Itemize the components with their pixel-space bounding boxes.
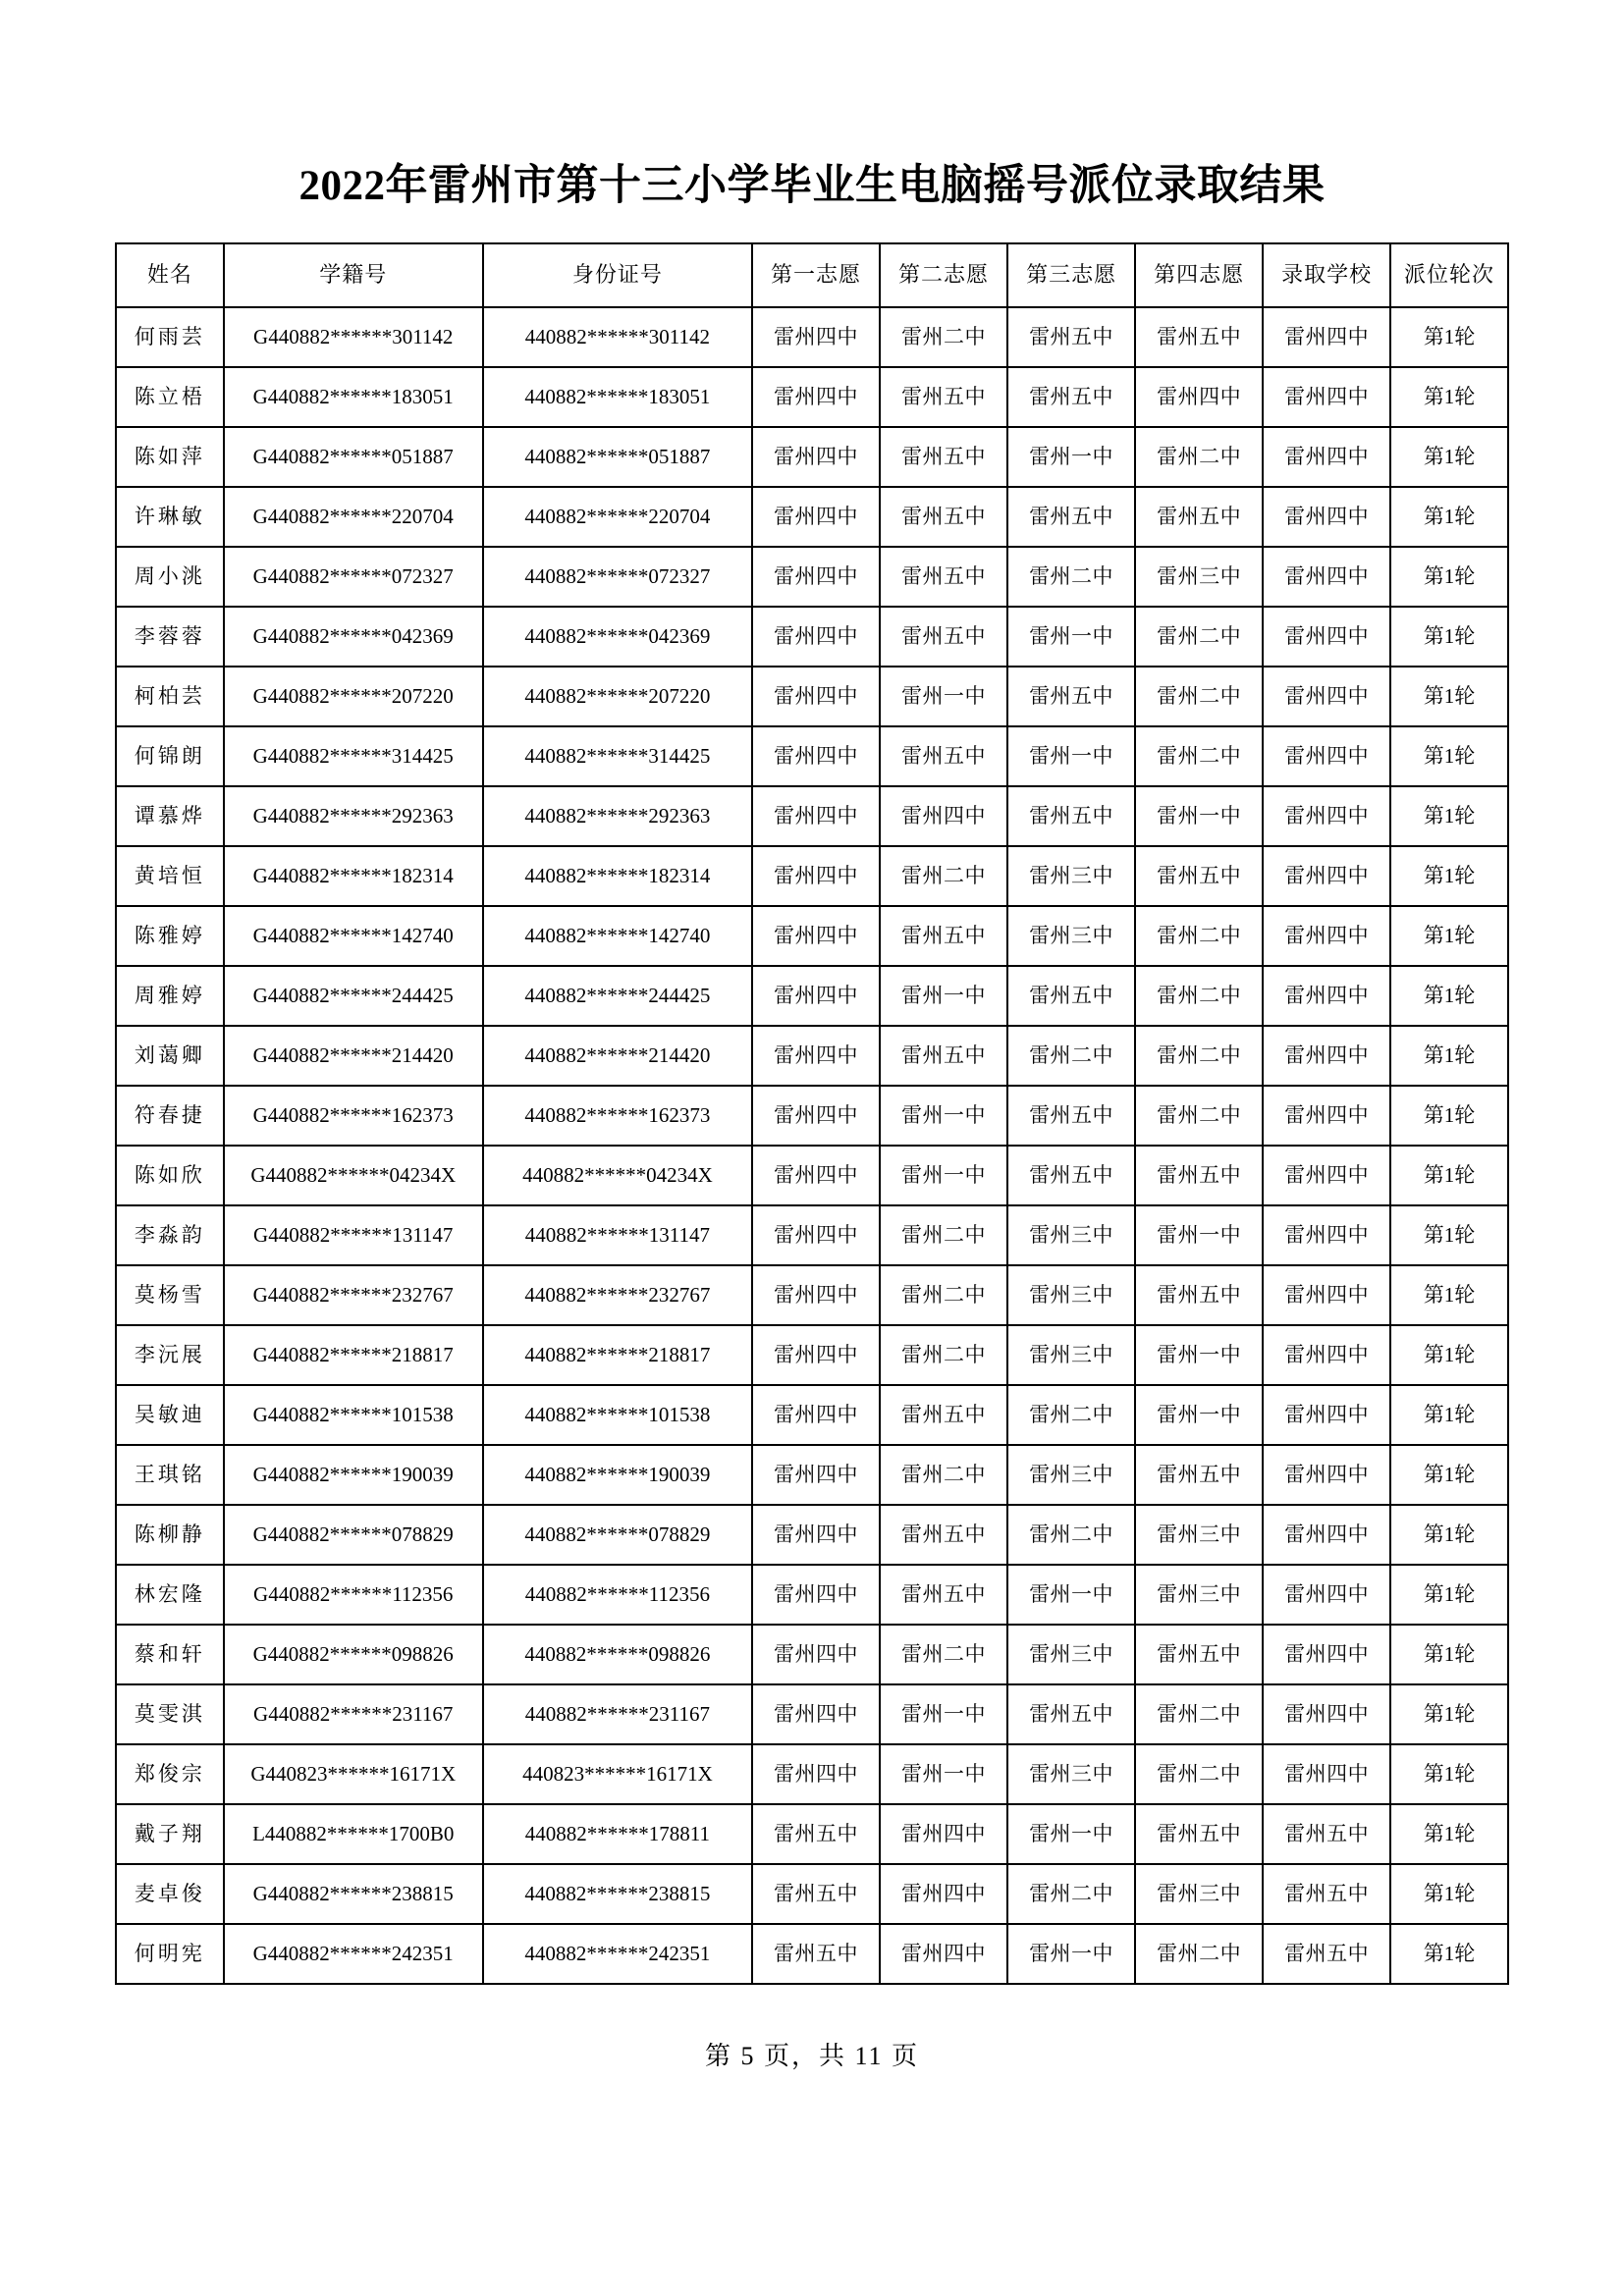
cell-choice-4: 雷州二中	[1135, 1026, 1263, 1086]
cell-admitted-school: 雷州四中	[1263, 307, 1390, 367]
cell-choice-4: 雷州二中	[1135, 726, 1263, 786]
cell-name: 莫雯淇	[116, 1684, 224, 1744]
cell-choice-4: 雷州五中	[1135, 1804, 1263, 1864]
cell-choice-2: 雷州四中	[880, 1864, 1007, 1924]
cell-choice-2: 雷州二中	[880, 1445, 1007, 1505]
cell-choice-1: 雷州四中	[752, 307, 880, 367]
page-title: 2022年雷州市第十三小学毕业生电脑摇号派位录取结果	[298, 163, 1326, 209]
cell-student-id: G440882******162373	[224, 1086, 483, 1146]
cell-name: 何雨芸	[116, 307, 224, 367]
cell-round: 第1轮	[1390, 1804, 1508, 1864]
cell-choice-3: 雷州二中	[1007, 1864, 1135, 1924]
cell-choice-2: 雷州二中	[880, 846, 1007, 906]
cell-id-card: 440882******101538	[483, 1385, 752, 1445]
cell-admitted-school: 雷州四中	[1263, 906, 1390, 966]
table-row	[116, 1924, 1508, 1984]
cell-choice-4: 雷州四中	[1135, 367, 1263, 427]
cell-round: 第1轮	[1390, 846, 1508, 906]
cell-round: 第1轮	[1390, 1265, 1508, 1325]
cell-choice-3: 雷州五中	[1007, 1146, 1135, 1205]
cell-choice-3: 雷州一中	[1007, 726, 1135, 786]
column-header-round: 派位轮次	[1390, 243, 1508, 307]
cell-round: 第1轮	[1390, 607, 1508, 667]
cell-choice-1: 雷州四中	[752, 1505, 880, 1565]
cell-choice-4: 雷州三中	[1135, 1505, 1263, 1565]
page-footer: 第 5 页，共 11 页	[704, 2042, 920, 2070]
cell-admitted-school: 雷州四中	[1263, 667, 1390, 726]
cell-choice-3: 雷州三中	[1007, 1744, 1135, 1804]
cell-choice-2: 雷州五中	[880, 487, 1007, 547]
cell-choice-2: 雷州一中	[880, 667, 1007, 726]
column-header-name: 姓名	[116, 243, 224, 307]
cell-choice-1: 雷州四中	[752, 726, 880, 786]
cell-choice-1: 雷州四中	[752, 1385, 880, 1445]
cell-choice-1: 雷州四中	[752, 906, 880, 966]
cell-choice-4: 雷州三中	[1135, 547, 1263, 607]
table-row	[116, 367, 1508, 427]
cell-choice-1: 雷州五中	[752, 1924, 880, 1984]
cell-name: 陈立梧	[116, 367, 224, 427]
table-row	[116, 1565, 1508, 1625]
table-row	[116, 1026, 1508, 1086]
table-row	[116, 1385, 1508, 1445]
cell-round: 第1轮	[1390, 1026, 1508, 1086]
cell-name: 戴子翔	[116, 1804, 224, 1864]
cell-choice-4: 雷州三中	[1135, 1565, 1263, 1625]
table-row	[116, 547, 1508, 607]
cell-admitted-school: 雷州四中	[1263, 1026, 1390, 1086]
cell-choice-3: 雷州五中	[1007, 487, 1135, 547]
cell-name: 李淼韵	[116, 1205, 224, 1265]
cell-choice-3: 雷州一中	[1007, 1565, 1135, 1625]
column-header-student-id: 学籍号	[224, 243, 483, 307]
cell-choice-4: 雷州一中	[1135, 1385, 1263, 1445]
cell-choice-3: 雷州五中	[1007, 1086, 1135, 1146]
cell-student-id: G440882******242351	[224, 1924, 483, 1984]
cell-id-card: 440882******182314	[483, 846, 752, 906]
cell-choice-4: 雷州五中	[1135, 487, 1263, 547]
cell-choice-2: 雷州二中	[880, 1205, 1007, 1265]
cell-choice-1: 雷州四中	[752, 547, 880, 607]
cell-id-card: 440882******218817	[483, 1325, 752, 1385]
cell-choice-4: 雷州二中	[1135, 906, 1263, 966]
table-row	[116, 1146, 1508, 1205]
table-row	[116, 1864, 1508, 1924]
cell-choice-3: 雷州一中	[1007, 427, 1135, 487]
table-row	[116, 846, 1508, 906]
cell-name: 林宏隆	[116, 1565, 224, 1625]
cell-choice-3: 雷州三中	[1007, 1265, 1135, 1325]
cell-round: 第1轮	[1390, 667, 1508, 726]
table-row	[116, 1445, 1508, 1505]
table-row	[116, 726, 1508, 786]
cell-id-card: 440882******183051	[483, 367, 752, 427]
cell-choice-3: 雷州一中	[1007, 607, 1135, 667]
column-header-choice-3: 第三志愿	[1007, 243, 1135, 307]
cell-round: 第1轮	[1390, 487, 1508, 547]
cell-admitted-school: 雷州五中	[1263, 1864, 1390, 1924]
cell-choice-2: 雷州二中	[880, 1265, 1007, 1325]
cell-choice-1: 雷州四中	[752, 1325, 880, 1385]
cell-id-card: 440882******232767	[483, 1265, 752, 1325]
table-row	[116, 1505, 1508, 1565]
cell-admitted-school: 雷州四中	[1263, 1205, 1390, 1265]
cell-admitted-school: 雷州四中	[1263, 547, 1390, 607]
cell-admitted-school: 雷州四中	[1263, 786, 1390, 846]
cell-choice-4: 雷州二中	[1135, 1744, 1263, 1804]
cell-id-card: 440882******178811	[483, 1804, 752, 1864]
cell-student-id: G440882******314425	[224, 726, 483, 786]
cell-student-id: L440882******1700B0	[224, 1804, 483, 1864]
cell-choice-4: 雷州二中	[1135, 1924, 1263, 1984]
cell-choice-3: 雷州五中	[1007, 1684, 1135, 1744]
cell-round: 第1轮	[1390, 1325, 1508, 1385]
cell-name: 谭慕烨	[116, 786, 224, 846]
cell-choice-3: 雷州三中	[1007, 846, 1135, 906]
cell-round: 第1轮	[1390, 1625, 1508, 1684]
cell-name: 蔡和轩	[116, 1625, 224, 1684]
cell-admitted-school: 雷州四中	[1263, 726, 1390, 786]
cell-choice-3: 雷州三中	[1007, 1445, 1135, 1505]
cell-round: 第1轮	[1390, 547, 1508, 607]
cell-student-id: G440882******182314	[224, 846, 483, 906]
column-header-choice-2: 第二志愿	[880, 243, 1007, 307]
cell-admitted-school: 雷州四中	[1263, 1565, 1390, 1625]
cell-round: 第1轮	[1390, 1744, 1508, 1804]
cell-student-id: G440882******244425	[224, 966, 483, 1026]
cell-choice-2: 雷州五中	[880, 427, 1007, 487]
table-row	[116, 786, 1508, 846]
cell-round: 第1轮	[1390, 1385, 1508, 1445]
cell-admitted-school: 雷州四中	[1263, 1744, 1390, 1804]
cell-choice-1: 雷州四中	[752, 427, 880, 487]
cell-choice-2: 雷州五中	[880, 1026, 1007, 1086]
cell-choice-2: 雷州四中	[880, 1804, 1007, 1864]
cell-choice-4: 雷州五中	[1135, 1625, 1263, 1684]
cell-name: 吴敏迪	[116, 1385, 224, 1445]
cell-choice-2: 雷州四中	[880, 786, 1007, 846]
cell-choice-1: 雷州四中	[752, 607, 880, 667]
cell-id-card: 440882******098826	[483, 1625, 752, 1684]
cell-choice-4: 雷州二中	[1135, 607, 1263, 667]
results-table-container	[0, 242, 1624, 1985]
cell-id-card: 440882******142740	[483, 906, 752, 966]
cell-choice-4: 雷州五中	[1135, 1445, 1263, 1505]
cell-choice-1: 雷州四中	[752, 1146, 880, 1205]
cell-choice-3: 雷州三中	[1007, 1325, 1135, 1385]
cell-student-id: G440882******078829	[224, 1505, 483, 1565]
table-row	[116, 1265, 1508, 1325]
cell-choice-2: 雷州五中	[880, 1505, 1007, 1565]
cell-admitted-school: 雷州四中	[1263, 367, 1390, 427]
cell-choice-1: 雷州四中	[752, 1205, 880, 1265]
cell-round: 第1轮	[1390, 427, 1508, 487]
cell-name: 陈雅婷	[116, 906, 224, 966]
cell-choice-2: 雷州五中	[880, 1385, 1007, 1445]
cell-choice-4: 雷州二中	[1135, 1684, 1263, 1744]
table-row	[116, 487, 1508, 547]
cell-id-card: 440882******078829	[483, 1505, 752, 1565]
column-header-choice-1: 第一志愿	[752, 243, 880, 307]
cell-choice-2: 雷州一中	[880, 1086, 1007, 1146]
cell-round: 第1轮	[1390, 307, 1508, 367]
cell-choice-4: 雷州一中	[1135, 786, 1263, 846]
cell-student-id: G440882******238815	[224, 1864, 483, 1924]
cell-admitted-school: 雷州四中	[1263, 487, 1390, 547]
cell-id-card: 440882******238815	[483, 1864, 752, 1924]
table-row	[116, 1086, 1508, 1146]
cell-choice-4: 雷州五中	[1135, 846, 1263, 906]
cell-id-card: 440882******072327	[483, 547, 752, 607]
lottery-results-table	[115, 242, 1509, 1985]
column-header-admitted-school: 录取学校	[1263, 243, 1390, 307]
cell-admitted-school: 雷州四中	[1263, 1325, 1390, 1385]
cell-id-card: 440882******220704	[483, 487, 752, 547]
cell-choice-2: 雷州一中	[880, 1684, 1007, 1744]
cell-name: 周雅婷	[116, 966, 224, 1026]
cell-id-card: 440882******131147	[483, 1205, 752, 1265]
cell-choice-1: 雷州四中	[752, 1086, 880, 1146]
cell-choice-3: 雷州五中	[1007, 966, 1135, 1026]
table-row	[116, 427, 1508, 487]
cell-choice-3: 雷州一中	[1007, 1924, 1135, 1984]
cell-name: 郑俊宗	[116, 1744, 224, 1804]
cell-choice-1: 雷州四中	[752, 1026, 880, 1086]
cell-choice-3: 雷州三中	[1007, 906, 1135, 966]
cell-name: 麦卓俊	[116, 1864, 224, 1924]
cell-choice-1: 雷州四中	[752, 1265, 880, 1325]
cell-round: 第1轮	[1390, 786, 1508, 846]
cell-choice-1: 雷州四中	[752, 1565, 880, 1625]
cell-admitted-school: 雷州四中	[1263, 1684, 1390, 1744]
cell-name: 符春捷	[116, 1086, 224, 1146]
cell-name: 黄培恒	[116, 846, 224, 906]
cell-choice-1: 雷州四中	[752, 487, 880, 547]
cell-name: 陈如欣	[116, 1146, 224, 1205]
table-row	[116, 1744, 1508, 1804]
column-header-id-card: 身份证号	[483, 243, 752, 307]
cell-choice-2: 雷州五中	[880, 367, 1007, 427]
cell-name: 周小洮	[116, 547, 224, 607]
cell-name: 何明宪	[116, 1924, 224, 1984]
cell-student-id: G440882******218817	[224, 1325, 483, 1385]
table-row	[116, 307, 1508, 367]
table-row	[116, 667, 1508, 726]
cell-student-id: G440882******112356	[224, 1565, 483, 1625]
cell-choice-1: 雷州四中	[752, 667, 880, 726]
cell-choice-3: 雷州三中	[1007, 1625, 1135, 1684]
cell-choice-2: 雷州二中	[880, 1325, 1007, 1385]
cell-choice-1: 雷州四中	[752, 1445, 880, 1505]
cell-choice-2: 雷州一中	[880, 1744, 1007, 1804]
cell-choice-4: 雷州二中	[1135, 427, 1263, 487]
cell-choice-3: 雷州五中	[1007, 786, 1135, 846]
cell-admitted-school: 雷州五中	[1263, 1804, 1390, 1864]
cell-choice-2: 雷州一中	[880, 1146, 1007, 1205]
cell-student-id: G440882******072327	[224, 547, 483, 607]
cell-choice-2: 雷州五中	[880, 607, 1007, 667]
table-row	[116, 906, 1508, 966]
column-header-choice-4: 第四志愿	[1135, 243, 1263, 307]
cell-name: 陈柳静	[116, 1505, 224, 1565]
table-row	[116, 1684, 1508, 1744]
cell-student-id: G440882******042369	[224, 607, 483, 667]
cell-id-card: 440882******314425	[483, 726, 752, 786]
table-body	[116, 307, 1508, 1984]
cell-id-card: 440882******112356	[483, 1565, 752, 1625]
cell-round: 第1轮	[1390, 726, 1508, 786]
cell-choice-2: 雷州五中	[880, 547, 1007, 607]
cell-admitted-school: 雷州五中	[1263, 1924, 1390, 1984]
cell-id-card: 440882******244425	[483, 966, 752, 1026]
table-row	[116, 607, 1508, 667]
cell-id-card: 440882******162373	[483, 1086, 752, 1146]
cell-student-id: G440882******04234X	[224, 1146, 483, 1205]
cell-id-card: 440882******051887	[483, 427, 752, 487]
cell-student-id: G440882******183051	[224, 367, 483, 427]
cell-choice-1: 雷州四中	[752, 1744, 880, 1804]
table-row	[116, 1205, 1508, 1265]
cell-id-card: 440882******301142	[483, 307, 752, 367]
cell-student-id: G440882******142740	[224, 906, 483, 966]
cell-id-card: 440882******242351	[483, 1924, 752, 1984]
cell-choice-1: 雷州四中	[752, 966, 880, 1026]
cell-round: 第1轮	[1390, 1924, 1508, 1984]
cell-choice-3: 雷州一中	[1007, 1804, 1135, 1864]
cell-choice-4: 雷州三中	[1135, 1864, 1263, 1924]
cell-round: 第1轮	[1390, 1505, 1508, 1565]
cell-student-id: G440882******207220	[224, 667, 483, 726]
cell-choice-4: 雷州五中	[1135, 1146, 1263, 1205]
cell-round: 第1轮	[1390, 906, 1508, 966]
cell-choice-4: 雷州二中	[1135, 1086, 1263, 1146]
cell-round: 第1轮	[1390, 1146, 1508, 1205]
cell-choice-1: 雷州五中	[752, 1864, 880, 1924]
cell-admitted-school: 雷州四中	[1263, 1385, 1390, 1445]
cell-choice-4: 雷州五中	[1135, 1265, 1263, 1325]
cell-admitted-school: 雷州四中	[1263, 966, 1390, 1026]
cell-id-card: 440882******231167	[483, 1684, 752, 1744]
cell-student-id: G440882******131147	[224, 1205, 483, 1265]
cell-id-card: 440882******190039	[483, 1445, 752, 1505]
cell-name: 李沅展	[116, 1325, 224, 1385]
cell-student-id: G440823******16171X	[224, 1744, 483, 1804]
cell-round: 第1轮	[1390, 966, 1508, 1026]
cell-admitted-school: 雷州四中	[1263, 846, 1390, 906]
cell-student-id: G440882******232767	[224, 1265, 483, 1325]
cell-name: 王琪铭	[116, 1445, 224, 1505]
table-row	[116, 966, 1508, 1026]
cell-round: 第1轮	[1390, 1684, 1508, 1744]
cell-choice-4: 雷州一中	[1135, 1325, 1263, 1385]
cell-choice-3: 雷州三中	[1007, 1205, 1135, 1265]
cell-choice-3: 雷州二中	[1007, 547, 1135, 607]
cell-choice-4: 雷州二中	[1135, 966, 1263, 1026]
cell-admitted-school: 雷州四中	[1263, 1625, 1390, 1684]
cell-choice-3: 雷州五中	[1007, 367, 1135, 427]
cell-round: 第1轮	[1390, 1864, 1508, 1924]
cell-choice-2: 雷州五中	[880, 726, 1007, 786]
cell-id-card: 440882******292363	[483, 786, 752, 846]
cell-choice-3: 雷州二中	[1007, 1385, 1135, 1445]
cell-name: 柯柏芸	[116, 667, 224, 726]
cell-round: 第1轮	[1390, 367, 1508, 427]
cell-round: 第1轮	[1390, 1565, 1508, 1625]
cell-student-id: G440882******101538	[224, 1385, 483, 1445]
cell-choice-1: 雷州四中	[752, 367, 880, 427]
cell-name: 陈如萍	[116, 427, 224, 487]
cell-choice-2: 雷州一中	[880, 966, 1007, 1026]
cell-choice-2: 雷州五中	[880, 906, 1007, 966]
cell-choice-2: 雷州二中	[880, 307, 1007, 367]
cell-choice-4: 雷州一中	[1135, 1205, 1263, 1265]
cell-admitted-school: 雷州四中	[1263, 607, 1390, 667]
cell-id-card: 440882******207220	[483, 667, 752, 726]
cell-choice-3: 雷州二中	[1007, 1026, 1135, 1086]
table-row	[116, 1804, 1508, 1864]
cell-name: 许琳敏	[116, 487, 224, 547]
cell-choice-1: 雷州五中	[752, 1804, 880, 1864]
table-row	[116, 1625, 1508, 1684]
cell-admitted-school: 雷州四中	[1263, 1265, 1390, 1325]
cell-choice-2: 雷州二中	[880, 1625, 1007, 1684]
cell-choice-1: 雷州四中	[752, 1684, 880, 1744]
cell-choice-1: 雷州四中	[752, 1625, 880, 1684]
cell-student-id: G440882******098826	[224, 1625, 483, 1684]
cell-id-card: 440882******042369	[483, 607, 752, 667]
cell-choice-4: 雷州二中	[1135, 667, 1263, 726]
cell-name: 刘蔼卿	[116, 1026, 224, 1086]
cell-admitted-school: 雷州四中	[1263, 1505, 1390, 1565]
cell-admitted-school: 雷州四中	[1263, 1445, 1390, 1505]
cell-admitted-school: 雷州四中	[1263, 427, 1390, 487]
cell-choice-3: 雷州五中	[1007, 667, 1135, 726]
cell-round: 第1轮	[1390, 1086, 1508, 1146]
cell-student-id: G440882******220704	[224, 487, 483, 547]
cell-round: 第1轮	[1390, 1205, 1508, 1265]
cell-student-id: G440882******214420	[224, 1026, 483, 1086]
cell-id-card: 440882******04234X	[483, 1146, 752, 1205]
cell-name: 莫杨雪	[116, 1265, 224, 1325]
cell-choice-3: 雷州二中	[1007, 1505, 1135, 1565]
cell-admitted-school: 雷州四中	[1263, 1146, 1390, 1205]
cell-student-id: G440882******292363	[224, 786, 483, 846]
cell-student-id: G440882******190039	[224, 1445, 483, 1505]
cell-id-card: 440823******16171X	[483, 1744, 752, 1804]
table-header-row	[116, 243, 1508, 307]
cell-choice-2: 雷州五中	[880, 1565, 1007, 1625]
cell-choice-2: 雷州四中	[880, 1924, 1007, 1984]
cell-name: 何锦朗	[116, 726, 224, 786]
cell-name: 李蓉蓉	[116, 607, 224, 667]
cell-admitted-school: 雷州四中	[1263, 1086, 1390, 1146]
cell-choice-1: 雷州四中	[752, 846, 880, 906]
cell-student-id: G440882******301142	[224, 307, 483, 367]
cell-round: 第1轮	[1390, 1445, 1508, 1505]
cell-choice-4: 雷州五中	[1135, 307, 1263, 367]
cell-id-card: 440882******214420	[483, 1026, 752, 1086]
table-row	[116, 1325, 1508, 1385]
cell-choice-3: 雷州五中	[1007, 307, 1135, 367]
cell-student-id: G440882******051887	[224, 427, 483, 487]
cell-student-id: G440882******231167	[224, 1684, 483, 1744]
cell-choice-1: 雷州四中	[752, 786, 880, 846]
